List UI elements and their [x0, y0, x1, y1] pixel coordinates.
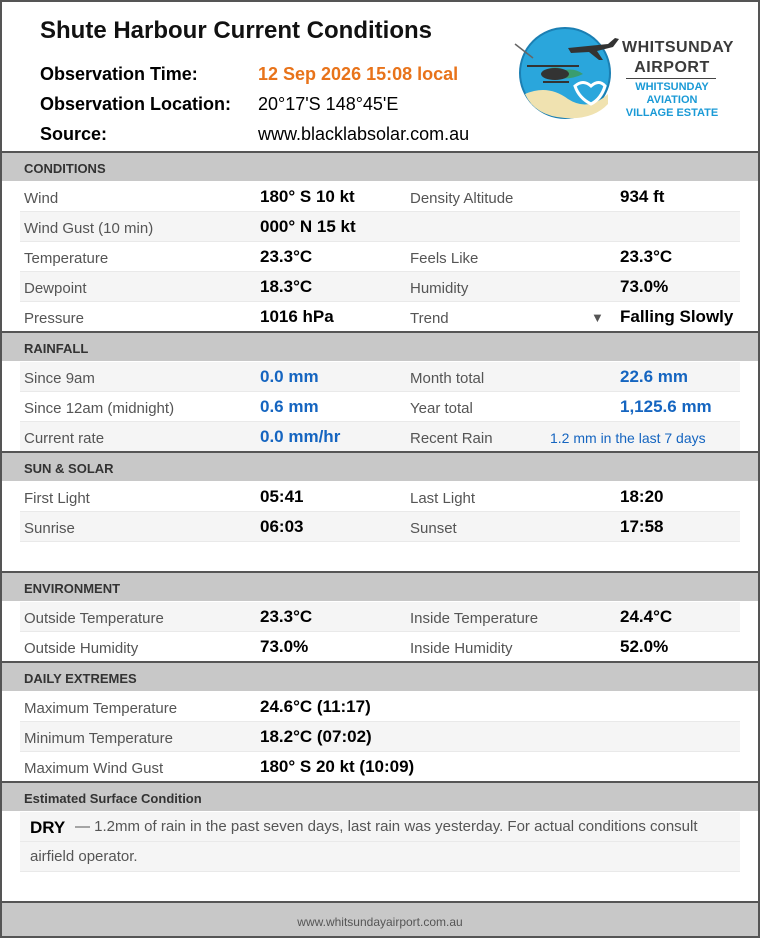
section-heading: RAINFALL: [24, 341, 89, 356]
section-heading: DAILY EXTREMES: [24, 671, 137, 686]
surface-status: DRY: [30, 818, 66, 837]
max-wind-gust-value: 180° S 20 kt (10:09): [260, 757, 415, 776]
outside-temperature-value: 23.3°C: [260, 607, 313, 626]
source-label: Source:: [40, 124, 108, 144]
year-total-label: Year total: [410, 400, 473, 417]
section-environment: [2, 571, 758, 601]
observation-time-value: 12 Sep 2026 15:08 local: [258, 64, 459, 84]
section-sun-solar: [2, 451, 758, 481]
wind-gust-label: Wind Gust (10 min): [24, 220, 154, 237]
inside-temperature-label: Inside Temperature: [410, 610, 539, 627]
table-row: [20, 722, 740, 752]
sunset-value: 17:58: [620, 517, 664, 536]
section-rainfall: [2, 331, 758, 361]
wind-value: 180° S 10 kt: [260, 187, 355, 206]
table-row: [20, 212, 740, 242]
section-heading: CONDITIONS: [24, 161, 106, 176]
source-value: www.blacklabsolar.com.au: [258, 124, 470, 144]
footer-url[interactable]: www.whitsundayairport.com.au: [297, 915, 463, 929]
inside-temperature-value: 24.4°C: [620, 607, 673, 626]
inside-humidity-value: 52.0%: [620, 637, 669, 656]
max-temperature-label: Maximum Temperature: [24, 700, 178, 717]
logo-line-4: VILLAGE ESTATE: [625, 107, 719, 119]
since-9am-label: Since 9am: [24, 370, 95, 387]
month-total-value: 22.6 mm: [620, 367, 689, 386]
sunset-label: Sunset: [410, 520, 457, 537]
last-light-value: 18:20: [620, 487, 664, 506]
max-temperature-value: 24.6°C (11:17): [260, 697, 371, 716]
since-9am-value: 0.0 mm: [260, 367, 319, 386]
dewpoint-value: 18.3°C: [260, 277, 313, 296]
table-row: [20, 422, 740, 452]
section-daily-extremes: [2, 661, 758, 691]
outside-humidity-label: Outside Humidity: [24, 640, 139, 657]
section-heading: Estimated Surface Condition: [24, 791, 202, 806]
month-total-label: Month total: [410, 370, 485, 387]
pressure-label: Pressure: [24, 310, 85, 327]
min-temperature-value: 18.2°C (07:02): [260, 727, 372, 746]
current-rate-value: 0.0 mm/hr: [260, 427, 341, 446]
table-row: [20, 272, 740, 302]
dewpoint-label: Dewpoint: [24, 280, 87, 297]
since-midnight-value: 0.6 mm: [260, 397, 319, 416]
section-heading: SUN & SOLAR: [24, 461, 114, 476]
since-midnight-label: Since 12am (midnight): [24, 400, 175, 417]
table-row: [20, 692, 740, 722]
table-row: [20, 512, 740, 542]
table-row: [20, 362, 740, 392]
current-rate-label: Current rate: [24, 430, 105, 447]
first-light-label: First Light: [24, 490, 90, 507]
trend-down-icon: ▼: [591, 310, 604, 325]
logo-divider: [626, 78, 716, 79]
max-wind-gust-label: Maximum Wind Gust: [24, 760, 164, 777]
feels-like-value: 23.3°C: [620, 247, 673, 266]
table-row: [20, 182, 740, 212]
observation-location-value: 20°17'S 148°45'E: [258, 94, 399, 114]
section-surface-condition: [2, 781, 758, 811]
table-row: [20, 602, 740, 632]
temperature-label: Temperature: [24, 250, 109, 267]
outside-temperature-label: Outside Temperature: [24, 610, 164, 627]
table-row: [20, 242, 740, 272]
trend-label: Trend: [410, 310, 449, 327]
observation-location-label: Observation Location:: [40, 94, 232, 114]
density-altitude-label: Density Altitude: [410, 190, 514, 207]
table-row: [20, 392, 740, 422]
wind-label: Wind: [24, 190, 59, 207]
inside-humidity-label: Inside Humidity: [410, 640, 513, 657]
temperature-value: 23.3°C: [260, 247, 313, 266]
table-row: [20, 752, 740, 782]
surface-description: — 1.2mm of rain in the past seven days, last rain was yesterday. For actual conditions consult: [75, 818, 698, 835]
table-row: [20, 632, 740, 662]
page-title: Shute Harbour Current Conditions: [40, 17, 432, 44]
humidity-value: 73.0%: [620, 277, 669, 296]
section-heading: ENVIRONMENT: [24, 581, 121, 596]
last-light-label: Last Light: [410, 490, 476, 507]
pressure-value: 1016 hPa: [260, 307, 334, 326]
logo-line-2: AIRPORT: [634, 59, 710, 76]
logo-text-village: [610, 81, 734, 120]
wind-gust-value: 000° N 15 kt: [260, 217, 356, 236]
section-conditions: [2, 151, 758, 181]
min-temperature-label: Minimum Temperature: [24, 730, 173, 747]
humidity-label: Humidity: [410, 280, 469, 297]
year-total-value: 1,125.6 mm: [620, 397, 712, 416]
feels-like-label: Feels Like: [410, 250, 479, 267]
sunrise-value: 06:03: [260, 517, 304, 536]
footer: [2, 901, 758, 936]
density-altitude-value: 934 ft: [620, 187, 665, 206]
recent-rain-value: 1.2 mm in the last 7 days: [550, 430, 706, 446]
trend-value: Falling Slowly: [620, 307, 734, 326]
recent-rain-label: Recent Rain: [410, 430, 493, 447]
observation-time-label: Observation Time:: [40, 64, 198, 84]
table-row: [20, 482, 740, 512]
surface-description-cont: airfield operator.: [30, 848, 138, 865]
logo-line-3: WHITSUNDAY AVIATION: [635, 81, 709, 106]
sunrise-label: Sunrise: [24, 520, 75, 537]
table-row: [20, 302, 740, 332]
logo-line-1: WHITSUNDAY: [622, 39, 734, 56]
first-light-value: 05:41: [260, 487, 304, 506]
outside-humidity-value: 73.0%: [260, 637, 309, 656]
logo-text-airport: [622, 38, 734, 78]
